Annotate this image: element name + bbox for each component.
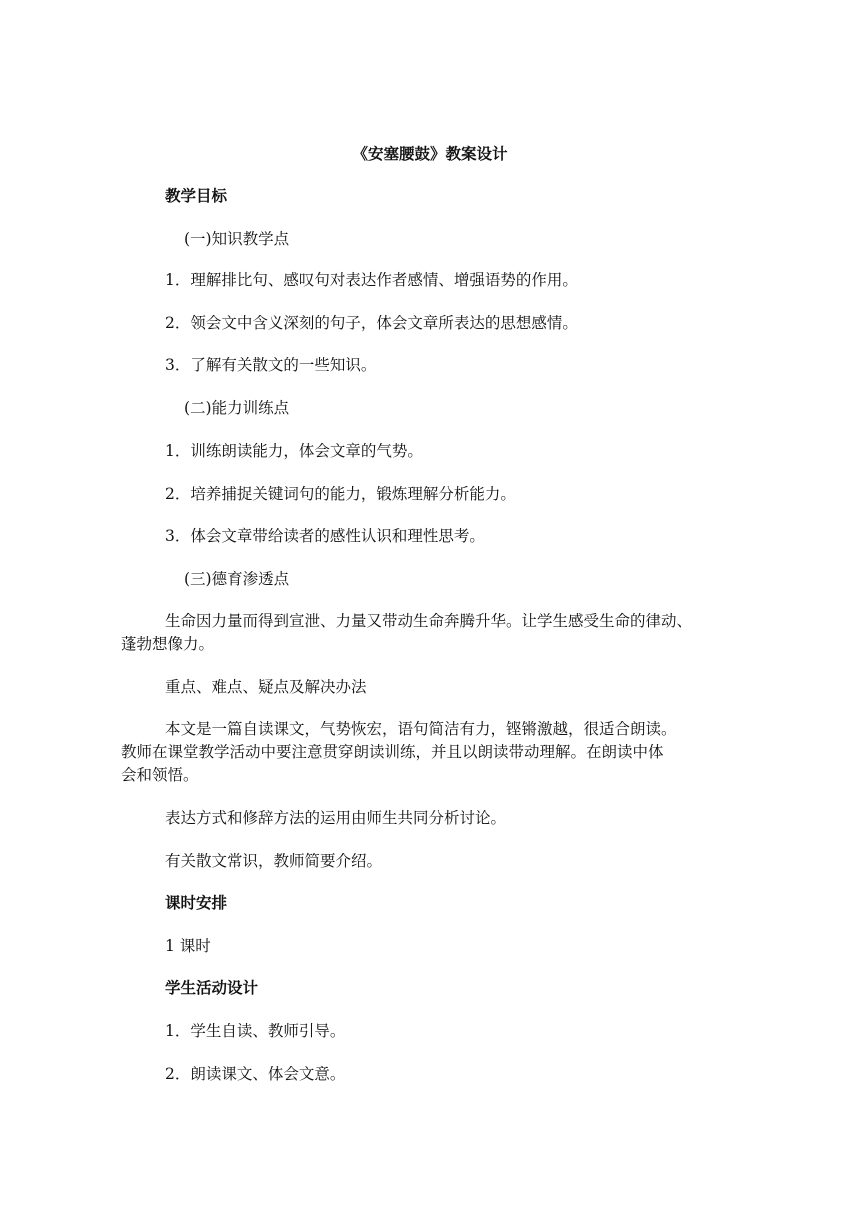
solution-paragraph-line-1: 本文是一篇自读课文，气势恢宏，语句简洁有力，铿锵激越，很适合朗读。: [165, 720, 677, 738]
moral-paragraph-line-2: 蓬勃想像力。: [121, 635, 215, 653]
solution-paragraph-line-2: 教师在课堂教学活动中要注意贯穿朗读训练，并且以朗读带动理解。在朗读中体: [121, 743, 664, 761]
heading-class-schedule: 课时安排: [165, 894, 228, 912]
ability-item-1: 1．训练朗读能力，体会文章的气势。: [165, 442, 423, 460]
heading-student-activities: 学生活动设计: [165, 979, 259, 997]
schedule-value: 1 课时: [165, 937, 211, 955]
ability-item-2: 2．培养捕捉关键词句的能力，锻炼理解分析能力。: [165, 485, 516, 503]
ability-item-3: 3．体会文章带给读者的感性认识和理性思考。: [165, 527, 485, 545]
section-knowledge-points: (一)知识教学点: [184, 230, 290, 248]
moral-paragraph-line-1: 生命因力量而得到宣泄、力量又带动生命奔腾升华。让学生感受生命的律动、: [165, 612, 693, 630]
knowledge-item-2: 2．领会文中含义深刻的句子，体会文章所表达的思想感情。: [165, 314, 578, 332]
key-points-label: 重点、难点、疑点及解决办法: [165, 678, 367, 696]
document-title: 《安塞腰鼓》教案设计: [352, 145, 508, 163]
activity-item-1: 1．学生自读、教师引导。: [165, 1022, 346, 1040]
prose-paragraph: 有关散文常识，教师简要介绍。: [165, 852, 383, 870]
heading-teaching-objectives: 教学目标: [165, 187, 228, 205]
knowledge-item-3: 3．了解有关散文的一些知识。: [165, 356, 377, 374]
activity-item-2: 2．朗读课文、体会文意。: [165, 1065, 346, 1083]
section-ability-points: (二)能力训练点: [184, 399, 290, 417]
knowledge-item-1: 1．理解排比句、感叹句对表达作者感情、增强语势的作用。: [165, 271, 578, 289]
solution-paragraph-line-3: 会和领悟。: [121, 766, 199, 784]
section-moral-points: (三)德育渗透点: [184, 570, 290, 588]
expression-paragraph: 表达方式和修辞方法的运用由师生共同分析讨论。: [165, 809, 507, 827]
